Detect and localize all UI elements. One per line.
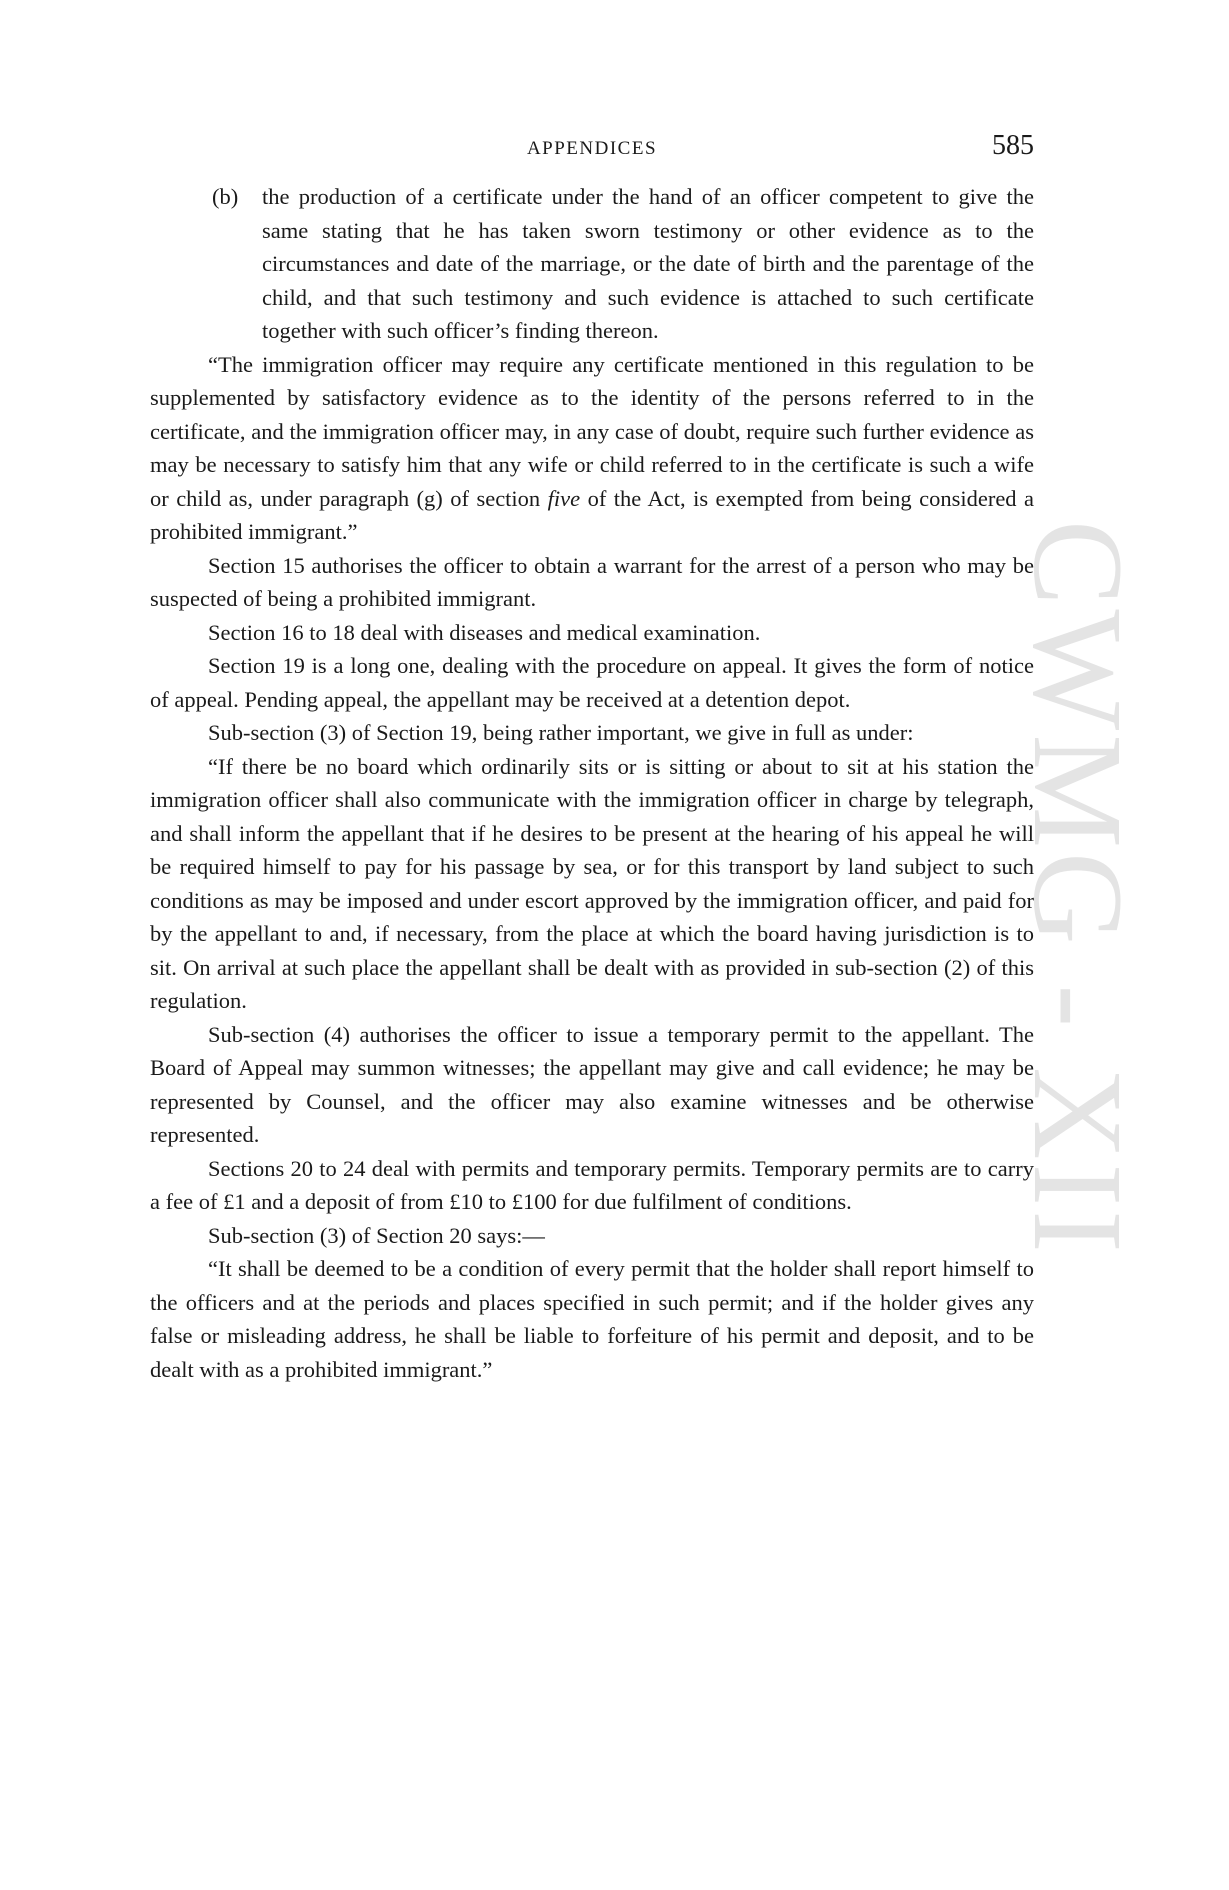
paragraph-text: of the Act, is exempted from being considered a prohibited immigrant.” [150, 485, 1035, 544]
page [150, 130, 1034, 1386]
list-item-b [212, 180, 1034, 348]
paragraph-section-15: Section 15 authorises the officer to obtain a warrant for the arrest of a person who may be suspected of being a prohibited immigrant. [150, 552, 1034, 611]
paragraph-subsection-3-intro: Sub-section (3) of Section 19, being rather important, we give in full as under: [208, 720, 914, 745]
paragraph-section-20-intro: Sub-section (3) of Section 20 says:— [208, 1222, 545, 1248]
paragraph-quote-permit: “It shall be deemed to be a condition of every permit that the holder shall report himself to the officers and at the periods and places specified in such permit; and if the holder gives any false or misleading address, he shall be liable to forfeiture of his permit and deposit, and to be dealt with as a prohibited immigrant.” [150, 1256, 1034, 1382]
running-head: APPENDICES [526, 138, 658, 159]
body-text [150, 180, 1034, 1386]
page-number: 585 [992, 130, 1034, 161]
paragraph-subsection-4: Sub-section (4) authorises the officer to issue a temporary permit to the appellant. The Board of Appeal may summon witnesses; the appellant may give and call evidence; he may be represented by Counsel, and the officer may also examine witnesses and be otherwise represented. [150, 1021, 1034, 1147]
paragraph-section-16-18: Section 16 to 18 deal with diseases and medical examination. [208, 619, 761, 645]
list-item-text: the production of a certificate under the hand of an officer competent to give the same stating that he has taken sworn testimony or other evidence as to the circumstances and date of the marriage, or the date of birth and the parentage of the child, and that such testimony and such evidence is attached to such certificate together with such officer’s finding thereon. [262, 184, 1034, 343]
paragraph-section-19: Section 19 is a long one, dealing with the procedure on appeal. It gives the form of notice of appeal. Pending appeal, the appellant may be received at a detention depot. [150, 653, 1034, 712]
paragraph-quote-board: “If there be no board which ordinarily sits or is sitting or about to sit at his station the immigration officer shall also communicate with the immigration officer in charge by telegraph, and shall inform the appellant that if he desires to be present at the hearing of his appeal he will be required himself to pay for his passage by sea, or for this transport by land subject to such conditions as may be imposed and under escort approved by the immigration officer, and paid for by the appellant to and, if necessary, from the place at which the board having jurisdiction is to sit. On arrival at such place the appellant shall be dealt with as provided in sub-section (2) of this regulation. [150, 753, 1034, 1013]
italic-text: five [547, 485, 581, 511]
paragraph-quote-immigration-officer [150, 348, 1034, 549]
paragraph-sections-20-24: Sections 20 to 24 deal with permits and temporary permits. Temporary permits are to carry a fee of £1 and a deposit of from £10 to £100 for due fulfilment of conditions. [150, 1155, 1034, 1214]
watermark: CWMG - XII [1007, 520, 1149, 1257]
list-item-label: (b) [212, 184, 239, 209]
paragraph-text: “The immigration officer may require any certificate mentioned in this regulation to be supplemented by satisfactory evidence as to the identity of the persons referred to in the certificate, and the immigration officer may, in any case of doubt, require such further evidence as may be necessary to satisfy him that any wife or child referred to in the certificate is such a wife or child as, under paragraph (g) of section [150, 351, 1034, 511]
page-header [150, 130, 1034, 170]
